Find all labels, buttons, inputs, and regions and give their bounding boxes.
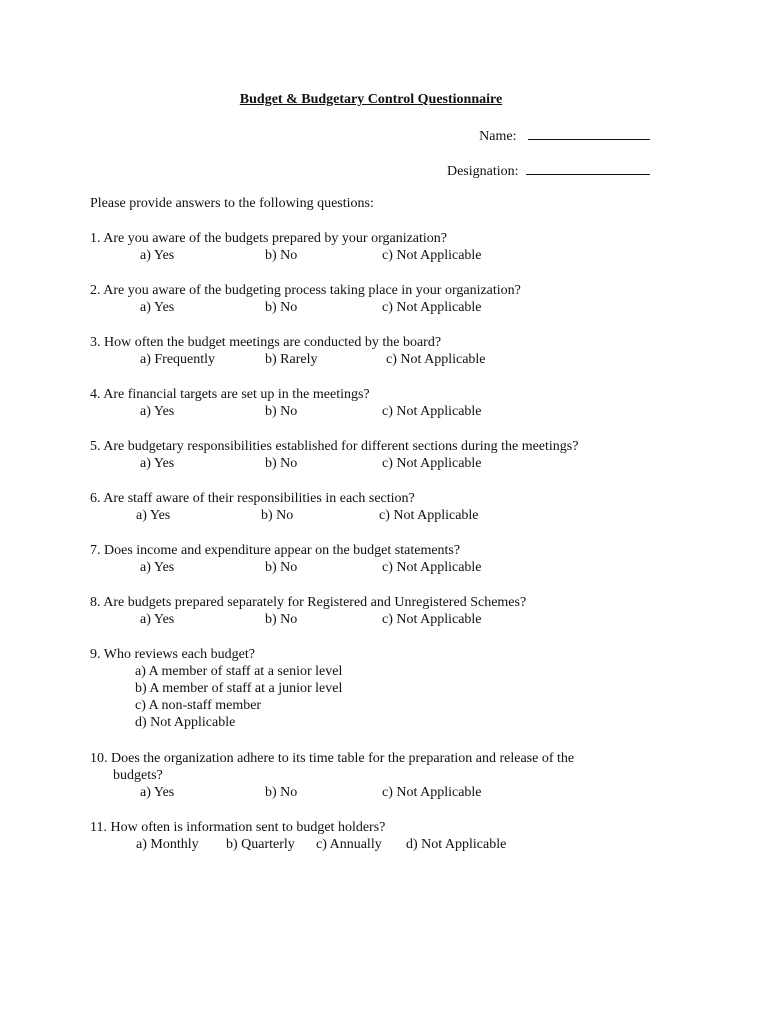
option-a[interactable]: a) Yes — [136, 508, 171, 523]
name-label: Name: — [479, 129, 517, 144]
question-text: 4. Are financial targets are set up in the meetings? — [90, 387, 370, 402]
option-a[interactable]: a) Yes — [140, 404, 175, 419]
answer-options — [90, 507, 650, 524]
question-text: 1. Are you aware of the budgets prepared by your organization? — [90, 231, 448, 246]
question-5 — [90, 438, 650, 472]
option-c[interactable]: c) Not Applicable — [382, 785, 482, 800]
option-d[interactable]: d) Not Applicable — [406, 837, 507, 852]
option-a[interactable]: a) Yes — [140, 612, 175, 627]
option-b[interactable]: b) No — [265, 404, 298, 419]
option-b[interactable]: b) No — [265, 612, 298, 627]
option-a[interactable]: a) Yes — [140, 300, 175, 315]
question-9 — [90, 646, 650, 731]
page-title: Budget & Budgetary Control Questionnaire — [239, 92, 503, 107]
option-c[interactable]: c) Not Applicable — [382, 404, 482, 419]
option-b[interactable]: b) Rarely — [265, 352, 318, 367]
option-b[interactable]: b) No — [261, 508, 294, 523]
question-text: 3. How often the budget meetings are conducted by the board? — [90, 335, 442, 350]
answer-options — [90, 559, 650, 576]
instructions-text: Please provide answers to the following questions: — [90, 196, 374, 211]
question-text: 7. Does income and expenditure appear on the budget statements? — [90, 543, 461, 558]
option-c[interactable]: c) Not Applicable — [382, 300, 482, 315]
answer-options — [90, 611, 650, 628]
option-c[interactable]: c) Not Applicable — [382, 456, 482, 471]
option-b[interactable]: b) Quarterly — [226, 837, 295, 852]
answer-options — [90, 299, 650, 316]
option-c[interactable]: c) Not Applicable — [379, 508, 479, 523]
question-3 — [90, 334, 650, 368]
option-a[interactable]: a) Yes — [140, 785, 175, 800]
question-text: 8. Are budgets prepared separately for Registered and Unregistered Schemes? — [90, 595, 527, 610]
option-c[interactable]: c) Annually — [316, 837, 382, 852]
question-2 — [90, 282, 650, 316]
question-text-line-2: budgets? — [113, 768, 163, 783]
option-d[interactable]: d) Not Applicable — [135, 715, 236, 730]
option-c[interactable]: c) Not Applicable — [382, 560, 482, 575]
option-a[interactable]: a) Yes — [140, 456, 175, 471]
name-field — [479, 127, 650, 145]
question-text: 2. Are you aware of the budgeting process taking place in your organization? — [90, 283, 521, 298]
option-a[interactable]: a) A member of staff at a senior level — [135, 664, 343, 679]
option-b[interactable]: b) No — [265, 248, 298, 263]
option-c[interactable]: c) A non-staff member — [135, 698, 262, 713]
designation-label: Designation: — [446, 164, 519, 179]
name-blank-line[interactable] — [528, 127, 650, 140]
option-b[interactable]: b) No — [265, 785, 298, 800]
question-6 — [90, 490, 650, 524]
question-text: 11. How often is information sent to budget holders? — [90, 820, 386, 835]
option-a[interactable]: a) Yes — [140, 248, 175, 263]
option-a[interactable]: a) Monthly — [136, 837, 199, 852]
option-b[interactable]: b) No — [265, 560, 298, 575]
option-c[interactable]: c) Not Applicable — [382, 612, 482, 627]
option-a[interactable]: a) Yes — [140, 560, 175, 575]
answer-options — [90, 663, 650, 731]
designation-blank-line[interactable] — [526, 162, 650, 175]
answer-options — [90, 247, 650, 264]
question-text — [90, 750, 650, 784]
question-8 — [90, 594, 650, 628]
answer-options — [90, 836, 650, 853]
question-7 — [90, 542, 650, 576]
option-b[interactable]: b) No — [265, 300, 298, 315]
answer-options — [90, 455, 650, 472]
answer-options — [90, 784, 650, 801]
question-text: 6. Are staff aware of their responsibilities in each section? — [90, 491, 415, 506]
question-11 — [90, 819, 650, 853]
option-b[interactable]: b) No — [265, 456, 298, 471]
designation-field — [447, 162, 650, 180]
question-10 — [90, 750, 650, 801]
option-c[interactable]: c) Not Applicable — [382, 248, 482, 263]
answer-options — [90, 403, 650, 420]
question-4 — [90, 386, 650, 420]
option-a[interactable]: a) Frequently — [140, 352, 216, 367]
question-1 — [90, 230, 650, 264]
question-text: 5. Are budgetary responsibilities established for different sections during the meetings? — [90, 439, 579, 454]
option-c[interactable]: c) Not Applicable — [386, 352, 486, 367]
question-text: 9. Who reviews each budget? — [90, 647, 255, 662]
option-b[interactable]: b) A member of staff at a junior level — [135, 681, 343, 696]
answer-options — [90, 351, 650, 368]
question-text-line-1: 10. Does the organization adhere to its time table for the preparation and release of the — [90, 751, 575, 766]
